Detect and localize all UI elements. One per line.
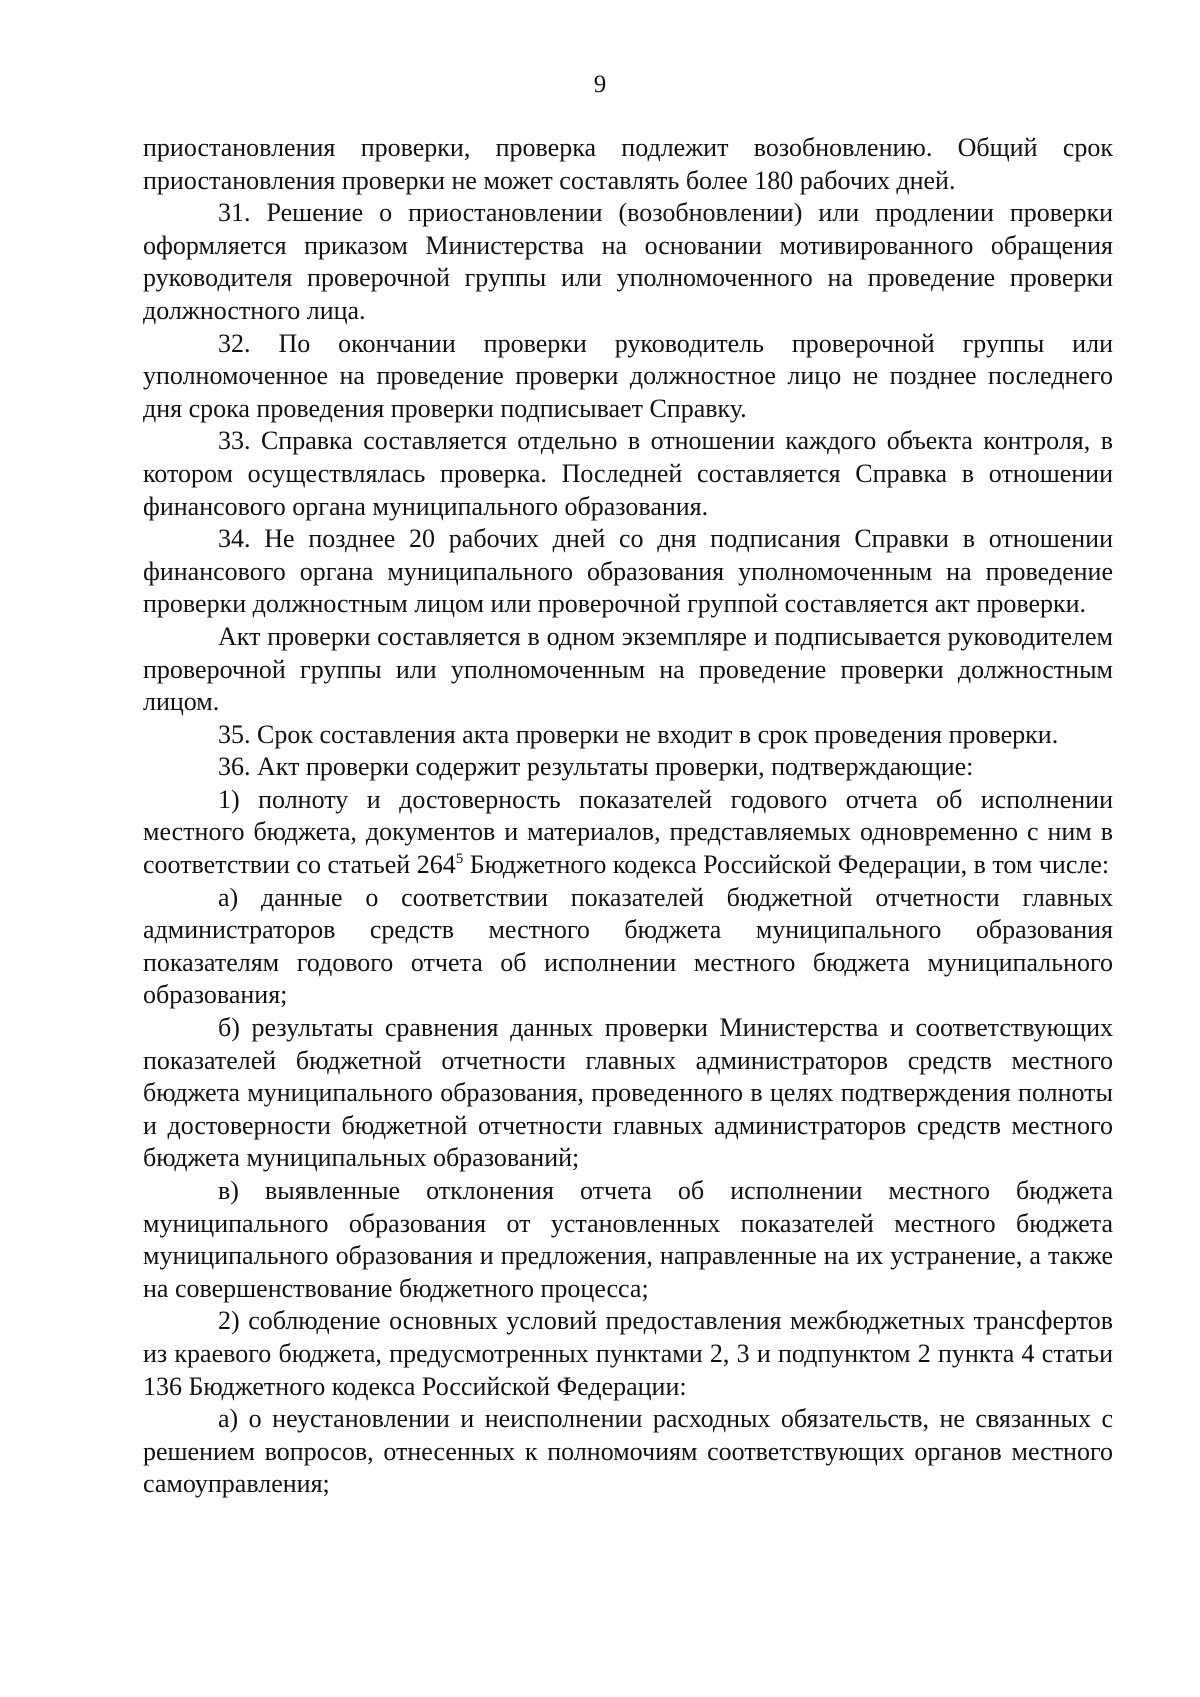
paragraph-36: 36. Акт проверки содержит результаты проверки, подтверждающие: — [218, 752, 974, 782]
paragraph-35: 35. Срок составления акта проверки не входит в срок проведения проверки. — [218, 719, 1059, 749]
paragraph-34-act: Акт проверки составляется в одном экземпляре и подписывается руководителем проверочной группы или уполномоченным на проведение проверки должностным лицом. — [143, 621, 1113, 717]
article-superscript: 5 — [455, 851, 464, 868]
item-1-text-end: Бюджетного кодекса Российской Федерации, в том числе: — [463, 850, 1110, 880]
paragraph-continuation: приостановления проверки, проверка подлежит возобновлению. Общий срок приостановления проверки не может составлять более 180 рабочих дней. — [143, 133, 1113, 195]
paragraph-36-item-1v: в) выявленные отклонения отчета об исполнении местного бюджета муниципального образования от установленных показателей местного бюджета муниципального образования и предложения, направленные на их устранение, а также на совершенствование бюджетного процесса; — [143, 1176, 1113, 1303]
item-1-text: 1) полноту и достоверность показателей годового отчета об исполнении местного бюджета, документов и материалов, представляемых одновременно с ним в соответствии со статьей 264 — [143, 784, 1113, 880]
paragraph-31: 31. Решение о приостановлении (возобновлении) или продлении проверки оформляется приказом Министерства на основании мотивированного обращения руководителя проверочной группы или уполномоченного на проведение проверки должностного лица. — [143, 198, 1113, 325]
paragraph-36-item-2a: а) о неустановлении и неисполнении расходных обязательств, не связанных с решением вопросов, отнесенных к полномочиям соответствующих органов местного самоуправления; — [143, 1404, 1113, 1499]
page-number: 9 — [593, 71, 607, 98]
paragraph-36-item-1a: а) данные о соответствии показателей бюджетной отчетности главных администраторов средств местного бюджета муниципального образования показателям годового отчета об исполнении местного бюджета муниципального образования; — [143, 882, 1113, 1010]
document-body — [143, 132, 1113, 1501]
paragraph-34: 34. Не позднее 20 рабочих дней со дня подписания Справки в отношении финансового органа муниципального образования уполномоченным на проведение проверки должностным лицом или проверочной группой составляется акт проверки. — [143, 524, 1113, 619]
paragraph-36-item-2: 2) соблюдение основных условий предоставления межбюджетных трансфертов из краевого бюджета, предусмотренных пунктами 2, 3 и подпунктом 2 пункта 4 статьи 136 Бюджетного кодекса Российской Федерации: — [143, 1306, 1113, 1401]
paragraph-32: 32. По окончании проверки руководитель проверочной группы или уполномоченное на проведение проверки должностное лицо не позднее последнего дня срока проведения проверки подписывает Справку. — [143, 328, 1113, 423]
paragraph-36-item-1b: б) результаты сравнения данных проверки Министерства и соответствующих показателей бюджетной отчетности главных администраторов средств местного бюджета муниципального образования, проведенного в целях подтверждения полноты и достоверности бюджетной отчетности главных администраторов средств местного бюджета муниципальных образований; — [143, 1013, 1113, 1173]
paragraph-36-item-1 — [143, 784, 1113, 882]
paragraph-33: 33. Справка составляется отдельно в отношении каждого объекта контроля, в котором осуществлялась проверка. Последней составляется Справка в отношении финансового органа муниципального образования. — [143, 426, 1113, 521]
